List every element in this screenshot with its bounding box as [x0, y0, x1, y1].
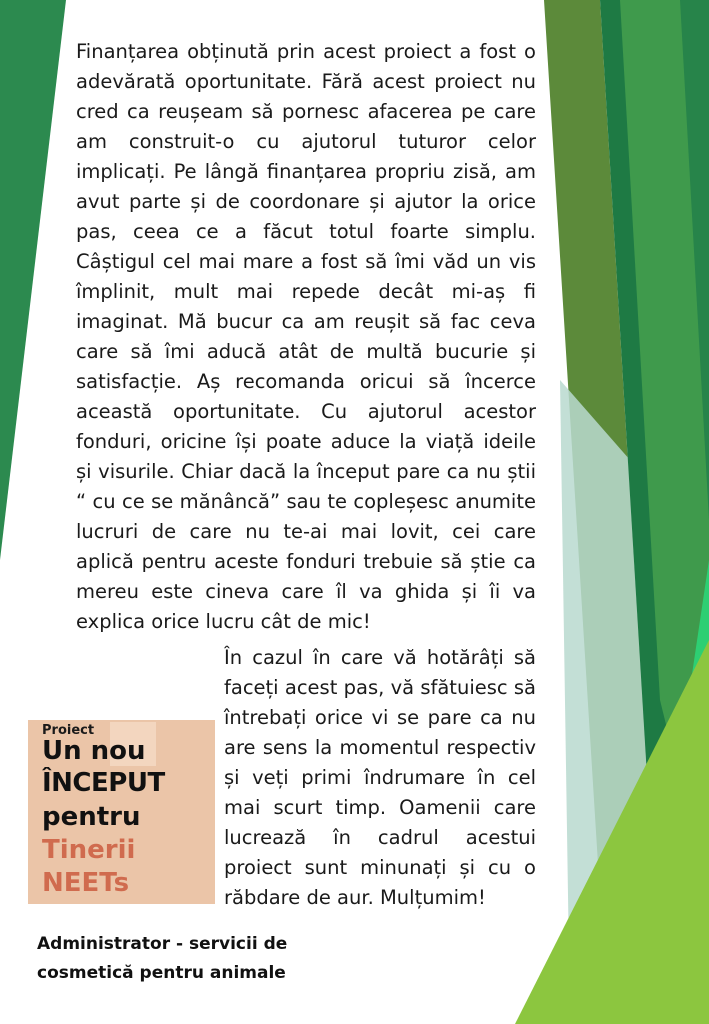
logo-line-1: Un nou	[42, 736, 146, 766]
testimonial-closing-paragraph: În cazul în care vă hotărâți să faceți acest pas, vă sfătuiesc să întrebați orice vi se pare ca nu are sens la momentul respectiv și veți primi îndrumare în cel mai scurt timp. Oamenii care lucrează în cadrul acestui proiect sunt minunați și cu o răbdare de aur. Mulțumim!	[224, 646, 536, 909]
left-green-band	[0, 0, 66, 560]
logo-line-2: ÎNCEPUT	[42, 768, 165, 798]
project-logo	[28, 720, 215, 904]
author-signature: Administrator - servicii de cosmetică pentru animale	[37, 934, 288, 983]
testimonial-main-paragraph: Finanțarea obținută prin acest proiect a fost o adevărată oportunitate. Fără acest proiect nu cred ca reușeam să pornesc afacerea pe care am construit-o cu ajutorul tuturor celor implicați. Pe lângă finanțarea propriu zisă, am avut parte și de coordonare și ajutor la orice pas, ceea ce a făcut totul foarte simplu. Câștigul cel mai mare a fost să îmi văd un vis împlinit, mult mai repede decât mi-aș fi imaginat. Mă bucur ca am reușit să fac ceva care să îmi aducă atât de multă bucurie și satisfacție. Aș recomanda oricui să încerce această oportunitate. Cu ajutorul acestor fonduri, oricine își poate aduce la viață ideile și visurile. Chiar dacă la început pare ca nu știi “ cu ce se mănâncă” sau te copleșesc anumite lucruri de care nu te-ai mai lovit, cei care aplică pentru aceste fonduri trebuie să știe ca mereu este cineva care îl va ghida și îi va explica orice lucru cât de mic!	[76, 40, 536, 633]
logo-line-4: Tinerii	[42, 835, 136, 865]
logo-label: Proiect	[42, 723, 95, 738]
logo-line-3: pentru	[42, 802, 141, 832]
logo-line-5: NEETs	[42, 868, 130, 898]
